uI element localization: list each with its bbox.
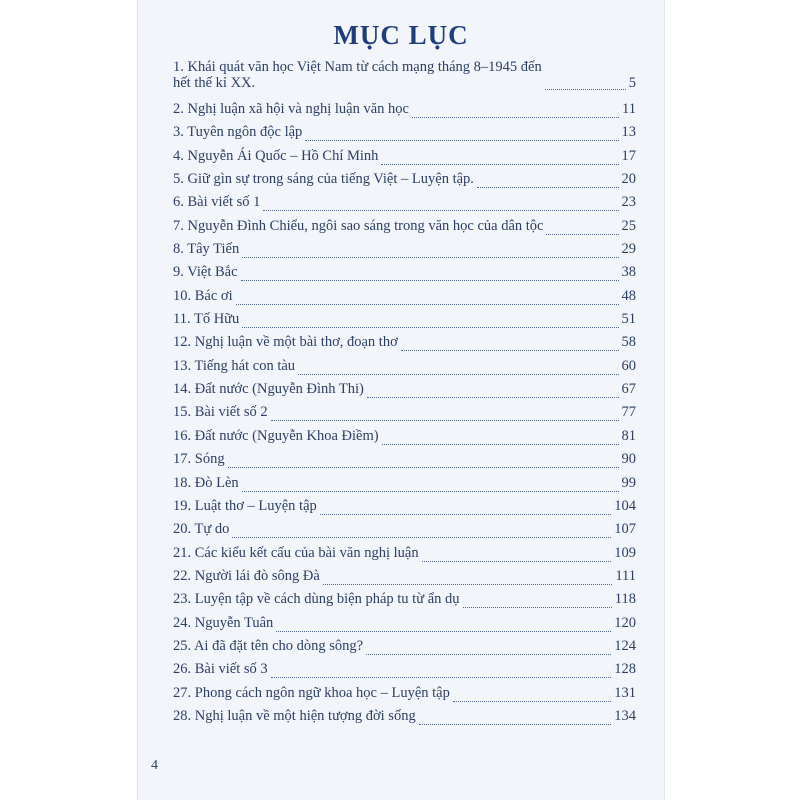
dot-leader [271, 676, 612, 678]
toc-entry [173, 497, 638, 520]
toc-entry-title [173, 404, 268, 421]
toc-entry-page: 48 [621, 287, 636, 304]
toc-entry-page: 109 [614, 544, 636, 561]
toc-entry-title [173, 591, 460, 608]
toc-entry-title-text: Bác ơi [194, 287, 233, 304]
toc-entry-title [173, 568, 320, 585]
toc-entry-title-text: Nguyễn Ái Quốc – Hồ Chí Minh [187, 147, 379, 164]
toc-entry-page: 29 [621, 241, 636, 258]
toc-entry-title-text: Tự do [194, 521, 230, 538]
toc-entry-page: 99 [621, 474, 636, 491]
dot-leader [242, 490, 619, 492]
toc-entry-number: 25. [173, 637, 192, 654]
toc-entry [173, 58, 638, 100]
toc-entry-title [173, 218, 543, 235]
toc-entry-title [173, 381, 364, 398]
dot-leader [412, 116, 619, 118]
toc-entry [173, 170, 638, 193]
toc-entry-title [173, 288, 233, 305]
toc-entry-number: 5. [173, 171, 184, 188]
toc-entry [173, 217, 638, 240]
toc-entry-title [173, 708, 416, 725]
dot-leader [263, 209, 618, 211]
toc-entry-number: 24. [173, 614, 192, 631]
toc-entry [173, 240, 638, 263]
toc-entry-page: 60 [621, 357, 636, 374]
toc-entry [173, 100, 638, 123]
toc-entry-title [173, 264, 238, 281]
toc-entry-page: 11 [622, 101, 636, 117]
toc-entry-page: 111 [615, 567, 636, 584]
toc-entry-page: 5 [628, 75, 636, 91]
dot-leader [463, 606, 612, 608]
toc-entry-number: 27. [173, 684, 192, 701]
toc-entry [173, 567, 638, 590]
toc-entry-page: 107 [614, 521, 636, 538]
toc-entry-number: 23. [173, 591, 192, 608]
dot-leader [276, 630, 611, 632]
toc-entry-title-text: Nghị luận về một hiện tượng đời sống [194, 707, 416, 724]
toc-entry-title-text: Nghị luận về một bài thơ, đoạn thơ [194, 334, 398, 351]
dot-leader [271, 419, 619, 421]
table-of-contents [173, 58, 638, 730]
toc-entry-title [173, 615, 273, 632]
toc-entry-page: 20 [621, 171, 636, 188]
toc-entry-title-text: Tiếng hát con tàu [194, 357, 296, 374]
toc-entry-number: 7. [173, 217, 184, 234]
toc-entry-page: 134 [614, 707, 636, 724]
toc-entry [173, 590, 638, 613]
toc-entry-number: 9. [173, 264, 184, 281]
toc-entry-title [173, 311, 239, 328]
dot-leader [401, 349, 619, 351]
toc-entry [173, 380, 638, 403]
toc-entry-title-text: Ai đã đặt tên cho dòng sông? [193, 637, 364, 654]
toc-entry [173, 357, 638, 380]
toc-entry [173, 614, 638, 637]
toc-entry-number: 17. [173, 451, 192, 468]
toc-entry-page: 104 [614, 497, 636, 514]
toc-entry-number: 22. [173, 567, 192, 584]
toc-entry-title [173, 661, 268, 678]
toc-entry-number: 12. [173, 334, 192, 351]
toc-entry-title [173, 59, 542, 92]
toc-entry-title-text: Người lái đò sông Đà [194, 567, 320, 584]
toc-entry-title [173, 428, 379, 445]
dot-leader [323, 583, 612, 585]
toc-entry-title-text: Sóng [194, 451, 225, 468]
toc-entry [173, 287, 638, 310]
toc-entry-number: 13. [173, 357, 192, 374]
toc-entry-title-text: Nguyễn Đình Chiểu, ngôi sao sáng trong văn học của dân tộc [187, 217, 544, 234]
toc-entry-title [173, 545, 419, 562]
toc-entry [173, 637, 638, 660]
toc-entry-title-text: Các kiểu kết cấu của bài văn nghị luận [194, 544, 419, 561]
toc-entry-number: 3. [173, 124, 184, 141]
toc-entry-page: 51 [621, 311, 636, 328]
toc-entry [173, 333, 638, 356]
dot-leader [242, 326, 618, 328]
toc-entry [173, 520, 638, 543]
dot-leader [382, 443, 619, 445]
toc-entry-number: 20. [173, 521, 192, 538]
toc-entry-title-text: Luyện tập về cách dùng biện pháp tu từ ẩn dụ [194, 591, 460, 608]
toc-entry-page: 25 [621, 217, 636, 234]
toc-entry-title [173, 521, 229, 538]
toc-entry [173, 310, 638, 333]
toc-entry-number: 10. [173, 287, 192, 304]
dot-leader [298, 373, 618, 375]
toc-entry-page: 58 [621, 334, 636, 351]
dot-leader [545, 88, 626, 90]
toc-entry [173, 123, 638, 146]
dot-leader [381, 163, 618, 165]
toc-entry-number: 2. [173, 101, 184, 117]
toc-entry-page: 38 [621, 264, 636, 281]
toc-entry-title [173, 124, 302, 141]
toc-entry [173, 707, 638, 730]
toc-entry [173, 427, 638, 450]
dot-leader [453, 700, 611, 702]
toc-entry-number: 4. [173, 147, 184, 164]
dot-leader [422, 560, 612, 562]
toc-entry-page: 81 [621, 427, 636, 444]
toc-entry-number: 26. [173, 661, 192, 678]
toc-entry-title-text: Giữ gìn sự trong sáng của tiếng Việt – Luyện tập. [187, 171, 474, 188]
toc-entry-number: 6. [173, 194, 184, 211]
dot-leader [236, 303, 619, 305]
toc-entry-number: 1. [173, 59, 184, 75]
toc-entry-page: 67 [621, 381, 636, 398]
toc-entry-title [173, 498, 317, 515]
toc-entry-title-text: Bài viết số 2 [194, 404, 268, 421]
dot-leader [367, 396, 619, 398]
toc-entry-number: 15. [173, 404, 192, 421]
dot-leader [477, 186, 619, 188]
toc-entry-title [173, 638, 363, 655]
toc-entry-number: 28. [173, 707, 192, 724]
page-title: MỤC LỤC [333, 20, 469, 50]
toc-entry-title-text: Phong cách ngôn ngữ khoa học – Luyện tập [194, 684, 450, 701]
toc-entry-title [173, 194, 260, 211]
toc-entry-number: 8. [173, 241, 184, 258]
toc-entry-title [173, 334, 398, 351]
dot-leader [232, 536, 611, 538]
toc-entry-number: 19. [173, 497, 192, 514]
toc-entry-title [173, 358, 295, 375]
toc-entry-title-text: Đất nước (Nguyễn Đình Thi) [194, 381, 364, 398]
toc-entry-page: 17 [621, 147, 636, 164]
toc-entry-page: 13 [621, 124, 636, 141]
toc-entry-page: 23 [621, 194, 636, 211]
toc-entry-number: 14. [173, 381, 192, 398]
dot-leader [366, 653, 611, 655]
toc-entry-number: 18. [173, 474, 192, 491]
toc-entry [173, 193, 638, 216]
toc-entry-title [173, 475, 239, 492]
toc-entry-title-text: Bài viết số 1 [187, 194, 261, 211]
toc-entry-title-text: Nghị luận xã hội và nghị luận văn học [187, 101, 409, 117]
toc-entry-title-text: Tây Tiến [187, 241, 240, 258]
toc-entry-page: 118 [614, 591, 636, 608]
toc-entry-title-line2: hết thế kỉ XX. [173, 75, 256, 91]
toc-entry [173, 474, 638, 497]
toc-entry [173, 403, 638, 426]
toc-entry-page: 131 [614, 684, 636, 701]
toc-entry-title-text: Bài viết số 3 [194, 661, 268, 678]
dot-leader [242, 256, 618, 258]
toc-entry-title-text: Luật thơ – Luyện tập [194, 497, 317, 514]
toc-entry-title [173, 171, 474, 188]
toc-entry [173, 147, 638, 170]
toc-entry-page: 124 [614, 637, 636, 654]
toc-entry [173, 684, 638, 707]
toc-entry-title [173, 101, 409, 118]
page-number: 4 [151, 758, 158, 773]
toc-entry [173, 450, 638, 473]
toc-entry-page: 128 [614, 661, 636, 678]
toc-entry-page: 90 [621, 451, 636, 468]
toc-entry-page: 77 [621, 404, 636, 421]
toc-entry-number: 11. [173, 311, 191, 328]
toc-entry-number: 21. [173, 544, 192, 561]
toc-entry-title-text: Tố Hữu [193, 311, 240, 328]
dot-leader [228, 466, 619, 468]
toc-entry [173, 544, 638, 567]
dot-leader [305, 139, 618, 141]
toc-entry [173, 263, 638, 286]
toc-entry-title [173, 685, 450, 702]
toc-entry-title-text: Đò Lèn [194, 474, 239, 491]
toc-entry-number: 16. [173, 427, 192, 444]
toc-entry-title [173, 241, 239, 258]
toc-entry-page: 120 [614, 614, 636, 631]
toc-entry-title-text: Đất nước (Nguyễn Khoa Điềm) [194, 427, 379, 444]
dot-leader [241, 279, 619, 281]
dot-leader [320, 513, 611, 515]
dot-leader [546, 233, 618, 235]
toc-entry-title-text: Nguyễn Tuân [194, 614, 274, 631]
toc-entry-title-line1: Khái quát văn học Việt Nam từ cách mạng tháng 8–1945 đến [187, 59, 542, 75]
toc-entry-title-text: Việt Bắc [187, 264, 238, 281]
toc-entry-title [173, 148, 378, 165]
dot-leader [419, 723, 612, 725]
toc-entry-title-text: Tuyên ngôn độc lập [187, 124, 303, 141]
toc-entry [173, 660, 638, 683]
toc-entry-title [173, 451, 225, 468]
